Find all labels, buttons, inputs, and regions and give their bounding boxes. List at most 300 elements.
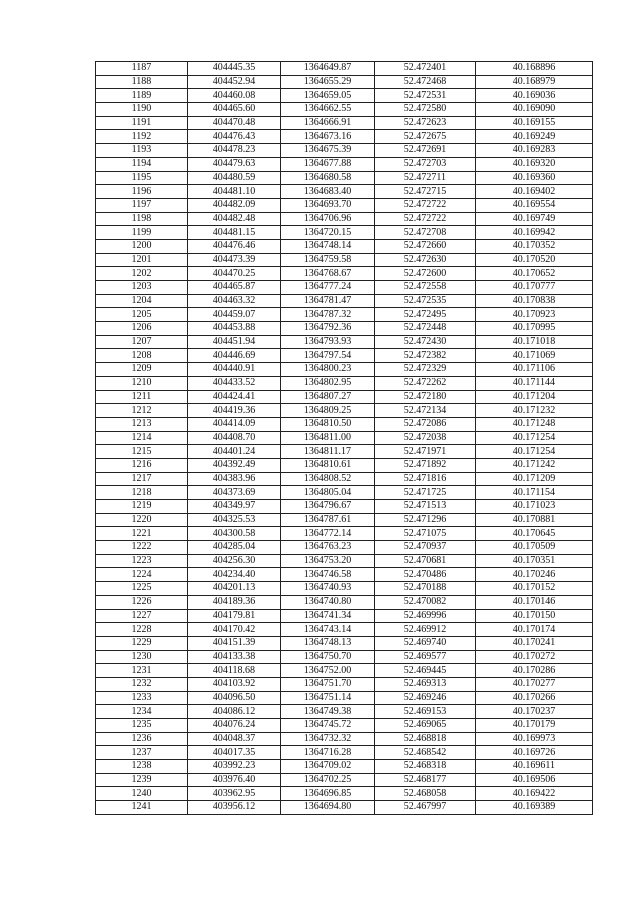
point-number-cell: 1205 [96, 308, 188, 322]
table-row [96, 294, 593, 308]
latitude-cell: 52.470681 [375, 554, 476, 568]
table-row [96, 281, 593, 295]
table-row [96, 376, 593, 390]
point-number-cell: 1220 [96, 513, 188, 527]
table-row [96, 500, 593, 514]
latitude-cell: 52.472630 [375, 253, 476, 267]
table-row [96, 253, 593, 267]
point-number-cell: 1209 [96, 363, 188, 377]
y-coordinate-cell: 1364787.61 [281, 513, 375, 527]
longitude-cell: 40.170174 [476, 623, 593, 637]
y-coordinate-cell: 1364777.24 [281, 281, 375, 295]
table-row [96, 527, 593, 541]
table-row [96, 363, 593, 377]
y-coordinate-cell: 1364763.23 [281, 541, 375, 555]
latitude-cell: 52.472715 [375, 185, 476, 199]
longitude-cell: 40.170520 [476, 253, 593, 267]
point-number-cell: 1203 [96, 281, 188, 295]
latitude-cell: 52.470937 [375, 541, 476, 555]
x-coordinate-cell: 404482.48 [188, 212, 281, 226]
x-coordinate-cell: 404482.09 [188, 198, 281, 212]
point-number-cell: 1236 [96, 732, 188, 746]
table-row [96, 144, 593, 158]
point-number-cell: 1204 [96, 294, 188, 308]
x-coordinate-cell: 404189.36 [188, 595, 281, 609]
latitude-cell: 52.472180 [375, 390, 476, 404]
x-coordinate-cell: 404463.32 [188, 294, 281, 308]
table-row [96, 554, 593, 568]
point-number-cell: 1215 [96, 445, 188, 459]
x-coordinate-cell: 404470.48 [188, 116, 281, 130]
y-coordinate-cell: 1364706.96 [281, 212, 375, 226]
y-coordinate-cell: 1364696.85 [281, 787, 375, 801]
x-coordinate-cell: 404383.96 [188, 472, 281, 486]
y-coordinate-cell: 1364659.05 [281, 89, 375, 103]
point-number-cell: 1191 [96, 116, 188, 130]
y-coordinate-cell: 1364753.20 [281, 554, 375, 568]
y-coordinate-cell: 1364807.27 [281, 390, 375, 404]
x-coordinate-cell: 404151.39 [188, 636, 281, 650]
latitude-cell: 52.472430 [375, 335, 476, 349]
longitude-cell: 40.169402 [476, 185, 593, 199]
table-row [96, 623, 593, 637]
latitude-cell: 52.472623 [375, 116, 476, 130]
y-coordinate-cell: 1364745.72 [281, 719, 375, 733]
point-number-cell: 1192 [96, 130, 188, 144]
point-number-cell: 1222 [96, 541, 188, 555]
table-row [96, 171, 593, 185]
point-number-cell: 1228 [96, 623, 188, 637]
x-coordinate-cell: 404419.36 [188, 404, 281, 418]
longitude-cell: 40.170277 [476, 677, 593, 691]
x-coordinate-cell: 404479.63 [188, 157, 281, 171]
y-coordinate-cell: 1364716.28 [281, 746, 375, 760]
x-coordinate-cell: 404465.87 [188, 281, 281, 295]
table-row [96, 595, 593, 609]
longitude-cell: 40.171248 [476, 417, 593, 431]
point-number-cell: 1213 [96, 417, 188, 431]
longitude-cell: 40.170995 [476, 322, 593, 336]
y-coordinate-cell: 1364662.55 [281, 103, 375, 117]
x-coordinate-cell: 404445.35 [188, 62, 281, 76]
point-number-cell: 1189 [96, 89, 188, 103]
latitude-cell: 52.468818 [375, 732, 476, 746]
latitude-cell: 52.470082 [375, 595, 476, 609]
table-row [96, 349, 593, 363]
x-coordinate-cell: 404408.70 [188, 431, 281, 445]
point-number-cell: 1223 [96, 554, 188, 568]
latitude-cell: 52.472711 [375, 171, 476, 185]
latitude-cell: 52.472722 [375, 212, 476, 226]
point-number-cell: 1217 [96, 472, 188, 486]
longitude-cell: 40.170838 [476, 294, 593, 308]
table-row [96, 773, 593, 787]
x-coordinate-cell: 404256.30 [188, 554, 281, 568]
point-number-cell: 1202 [96, 267, 188, 281]
longitude-cell: 40.169036 [476, 89, 593, 103]
x-coordinate-cell: 404373.69 [188, 486, 281, 500]
x-coordinate-cell: 404401.24 [188, 445, 281, 459]
point-number-cell: 1221 [96, 527, 188, 541]
point-number-cell: 1214 [96, 431, 188, 445]
y-coordinate-cell: 1364751.14 [281, 691, 375, 705]
y-coordinate-cell: 1364741.34 [281, 609, 375, 623]
point-number-cell: 1206 [96, 322, 188, 336]
point-number-cell: 1225 [96, 582, 188, 596]
x-coordinate-cell: 404465.60 [188, 103, 281, 117]
longitude-cell: 40.170150 [476, 609, 593, 623]
longitude-cell: 40.171209 [476, 472, 593, 486]
longitude-cell: 40.169973 [476, 732, 593, 746]
latitude-cell: 52.469153 [375, 705, 476, 719]
x-coordinate-cell: 404473.39 [188, 253, 281, 267]
x-coordinate-cell: 404470.25 [188, 267, 281, 281]
latitude-cell: 52.472448 [375, 322, 476, 336]
coordinates-table-body [96, 62, 593, 815]
longitude-cell: 40.170652 [476, 267, 593, 281]
x-coordinate-cell: 404446.69 [188, 349, 281, 363]
y-coordinate-cell: 1364809.25 [281, 404, 375, 418]
y-coordinate-cell: 1364752.00 [281, 664, 375, 678]
point-number-cell: 1212 [96, 404, 188, 418]
latitude-cell: 52.471725 [375, 486, 476, 500]
point-number-cell: 1226 [96, 595, 188, 609]
table-row [96, 787, 593, 801]
longitude-cell: 40.170777 [476, 281, 593, 295]
latitude-cell: 52.472262 [375, 376, 476, 390]
point-number-cell: 1231 [96, 664, 188, 678]
y-coordinate-cell: 1364802.95 [281, 376, 375, 390]
table-row [96, 130, 593, 144]
table-row [96, 308, 593, 322]
table-row [96, 157, 593, 171]
y-coordinate-cell: 1364743.14 [281, 623, 375, 637]
y-coordinate-cell: 1364811.17 [281, 445, 375, 459]
table-row [96, 636, 593, 650]
x-coordinate-cell: 404048.37 [188, 732, 281, 746]
table-row [96, 746, 593, 760]
longitude-cell: 40.171154 [476, 486, 593, 500]
longitude-cell: 40.170246 [476, 568, 593, 582]
table-row [96, 239, 593, 253]
x-coordinate-cell: 404076.24 [188, 719, 281, 733]
table-row [96, 185, 593, 199]
latitude-cell: 52.469313 [375, 677, 476, 691]
longitude-cell: 40.170152 [476, 582, 593, 596]
longitude-cell: 40.170266 [476, 691, 593, 705]
table-row [96, 89, 593, 103]
point-number-cell: 1239 [96, 773, 188, 787]
y-coordinate-cell: 1364810.50 [281, 417, 375, 431]
y-coordinate-cell: 1364811.00 [281, 431, 375, 445]
longitude-cell: 40.170352 [476, 239, 593, 253]
y-coordinate-cell: 1364768.67 [281, 267, 375, 281]
point-number-cell: 1233 [96, 691, 188, 705]
longitude-cell: 40.171069 [476, 349, 593, 363]
x-coordinate-cell: 404460.08 [188, 89, 281, 103]
longitude-cell: 40.171144 [476, 376, 593, 390]
y-coordinate-cell: 1364750.70 [281, 650, 375, 664]
y-coordinate-cell: 1364793.93 [281, 335, 375, 349]
table-row [96, 582, 593, 596]
latitude-cell: 52.471971 [375, 445, 476, 459]
x-coordinate-cell: 404476.46 [188, 239, 281, 253]
table-row [96, 404, 593, 418]
point-number-cell: 1229 [96, 636, 188, 650]
y-coordinate-cell: 1364746.58 [281, 568, 375, 582]
point-number-cell: 1195 [96, 171, 188, 185]
x-coordinate-cell: 404392.49 [188, 458, 281, 472]
latitude-cell: 52.472600 [375, 267, 476, 281]
longitude-cell: 40.169506 [476, 773, 593, 787]
latitude-cell: 52.469996 [375, 609, 476, 623]
point-number-cell: 1224 [96, 568, 188, 582]
longitude-cell: 40.171106 [476, 363, 593, 377]
longitude-cell: 40.168979 [476, 75, 593, 89]
latitude-cell: 52.468058 [375, 787, 476, 801]
x-coordinate-cell: 404285.04 [188, 541, 281, 555]
latitude-cell: 52.471892 [375, 458, 476, 472]
latitude-cell: 52.472382 [375, 349, 476, 363]
latitude-cell: 52.469577 [375, 650, 476, 664]
x-coordinate-cell: 404234.40 [188, 568, 281, 582]
table-row [96, 198, 593, 212]
x-coordinate-cell: 404096.50 [188, 691, 281, 705]
y-coordinate-cell: 1364683.40 [281, 185, 375, 199]
point-number-cell: 1232 [96, 677, 188, 691]
latitude-cell: 52.471296 [375, 513, 476, 527]
y-coordinate-cell: 1364702.25 [281, 773, 375, 787]
longitude-cell: 40.169422 [476, 787, 593, 801]
latitude-cell: 52.469912 [375, 623, 476, 637]
point-number-cell: 1208 [96, 349, 188, 363]
y-coordinate-cell: 1364720.15 [281, 226, 375, 240]
latitude-cell: 52.472401 [375, 62, 476, 76]
latitude-cell: 52.472722 [375, 198, 476, 212]
table-row [96, 226, 593, 240]
x-coordinate-cell: 404170.42 [188, 623, 281, 637]
x-coordinate-cell: 404480.59 [188, 171, 281, 185]
x-coordinate-cell: 404300.58 [188, 527, 281, 541]
latitude-cell: 52.471513 [375, 500, 476, 514]
table-row [96, 322, 593, 336]
point-number-cell: 1230 [96, 650, 188, 664]
table-row [96, 609, 593, 623]
y-coordinate-cell: 1364709.02 [281, 760, 375, 774]
y-coordinate-cell: 1364740.80 [281, 595, 375, 609]
y-coordinate-cell: 1364677.88 [281, 157, 375, 171]
longitude-cell: 40.170286 [476, 664, 593, 678]
table-row [96, 417, 593, 431]
x-coordinate-cell: 404481.10 [188, 185, 281, 199]
table-row [96, 212, 593, 226]
latitude-cell: 52.469445 [375, 664, 476, 678]
longitude-cell: 40.170645 [476, 527, 593, 541]
longitude-cell: 40.170509 [476, 541, 593, 555]
x-coordinate-cell: 404452.94 [188, 75, 281, 89]
y-coordinate-cell: 1364787.32 [281, 308, 375, 322]
longitude-cell: 40.171232 [476, 404, 593, 418]
y-coordinate-cell: 1364693.70 [281, 198, 375, 212]
latitude-cell: 52.470486 [375, 568, 476, 582]
latitude-cell: 52.472675 [375, 130, 476, 144]
x-coordinate-cell: 404325.53 [188, 513, 281, 527]
table-row [96, 458, 593, 472]
longitude-cell: 40.169320 [476, 157, 593, 171]
table-row [96, 541, 593, 555]
y-coordinate-cell: 1364740.93 [281, 582, 375, 596]
latitude-cell: 52.469740 [375, 636, 476, 650]
point-number-cell: 1240 [96, 787, 188, 801]
point-number-cell: 1234 [96, 705, 188, 719]
x-coordinate-cell: 404349.97 [188, 500, 281, 514]
longitude-cell: 40.171018 [476, 335, 593, 349]
point-number-cell: 1235 [96, 719, 188, 733]
table-row [96, 732, 593, 746]
latitude-cell: 52.472535 [375, 294, 476, 308]
x-coordinate-cell: 404424.41 [188, 390, 281, 404]
point-number-cell: 1198 [96, 212, 188, 226]
x-coordinate-cell: 403956.12 [188, 801, 281, 815]
latitude-cell: 52.470188 [375, 582, 476, 596]
table-row [96, 75, 593, 89]
longitude-cell: 40.170923 [476, 308, 593, 322]
longitude-cell: 40.169611 [476, 760, 593, 774]
x-coordinate-cell: 404133.38 [188, 650, 281, 664]
x-coordinate-cell: 403976.40 [188, 773, 281, 787]
point-number-cell: 1218 [96, 486, 188, 500]
y-coordinate-cell: 1364694.80 [281, 801, 375, 815]
x-coordinate-cell: 404017.35 [188, 746, 281, 760]
table-row [96, 431, 593, 445]
point-number-cell: 1200 [96, 239, 188, 253]
longitude-cell: 40.169942 [476, 226, 593, 240]
latitude-cell: 52.472038 [375, 431, 476, 445]
y-coordinate-cell: 1364772.14 [281, 527, 375, 541]
latitude-cell: 52.472086 [375, 417, 476, 431]
point-number-cell: 1216 [96, 458, 188, 472]
longitude-cell: 40.168896 [476, 62, 593, 76]
point-number-cell: 1211 [96, 390, 188, 404]
longitude-cell: 40.170351 [476, 554, 593, 568]
y-coordinate-cell: 1364808.52 [281, 472, 375, 486]
y-coordinate-cell: 1364732.32 [281, 732, 375, 746]
longitude-cell: 40.169090 [476, 103, 593, 117]
point-number-cell: 1194 [96, 157, 188, 171]
y-coordinate-cell: 1364666.91 [281, 116, 375, 130]
table-row [96, 116, 593, 130]
point-number-cell: 1241 [96, 801, 188, 815]
y-coordinate-cell: 1364675.39 [281, 144, 375, 158]
x-coordinate-cell: 404481.15 [188, 226, 281, 240]
point-number-cell: 1188 [96, 75, 188, 89]
y-coordinate-cell: 1364800.23 [281, 363, 375, 377]
x-coordinate-cell: 404103.92 [188, 677, 281, 691]
point-number-cell: 1197 [96, 198, 188, 212]
y-coordinate-cell: 1364649.87 [281, 62, 375, 76]
latitude-cell: 52.467997 [375, 801, 476, 815]
longitude-cell: 40.169283 [476, 144, 593, 158]
x-coordinate-cell: 404440.91 [188, 363, 281, 377]
point-number-cell: 1210 [96, 376, 188, 390]
latitude-cell: 52.468177 [375, 773, 476, 787]
x-coordinate-cell: 404451.94 [188, 335, 281, 349]
table-row [96, 691, 593, 705]
longitude-cell: 40.171023 [476, 500, 593, 514]
table-row [96, 472, 593, 486]
x-coordinate-cell: 404478.23 [188, 144, 281, 158]
y-coordinate-cell: 1364805.04 [281, 486, 375, 500]
point-number-cell: 1207 [96, 335, 188, 349]
longitude-cell: 40.169389 [476, 801, 593, 815]
latitude-cell: 52.472329 [375, 363, 476, 377]
table-row [96, 650, 593, 664]
table-row [96, 513, 593, 527]
x-coordinate-cell: 403962.95 [188, 787, 281, 801]
y-coordinate-cell: 1364748.14 [281, 239, 375, 253]
y-coordinate-cell: 1364680.58 [281, 171, 375, 185]
x-coordinate-cell: 404414.09 [188, 417, 281, 431]
longitude-cell: 40.169155 [476, 116, 593, 130]
table-row [96, 445, 593, 459]
point-number-cell: 1201 [96, 253, 188, 267]
x-coordinate-cell: 404201.13 [188, 582, 281, 596]
x-coordinate-cell: 404459.07 [188, 308, 281, 322]
longitude-cell: 40.171204 [476, 390, 593, 404]
table-row [96, 335, 593, 349]
longitude-cell: 40.170881 [476, 513, 593, 527]
table-row [96, 390, 593, 404]
x-coordinate-cell: 404086.12 [188, 705, 281, 719]
latitude-cell: 52.472468 [375, 75, 476, 89]
point-number-cell: 1187 [96, 62, 188, 76]
latitude-cell: 52.472660 [375, 239, 476, 253]
table-row [96, 62, 593, 76]
point-number-cell: 1227 [96, 609, 188, 623]
latitude-cell: 52.472495 [375, 308, 476, 322]
table-row [96, 801, 593, 815]
longitude-cell: 40.171254 [476, 431, 593, 445]
y-coordinate-cell: 1364792.36 [281, 322, 375, 336]
y-coordinate-cell: 1364796.67 [281, 500, 375, 514]
point-number-cell: 1219 [96, 500, 188, 514]
table-row [96, 103, 593, 117]
table-row [96, 705, 593, 719]
longitude-cell: 40.169726 [476, 746, 593, 760]
latitude-cell: 52.471816 [375, 472, 476, 486]
latitude-cell: 52.472703 [375, 157, 476, 171]
latitude-cell: 52.468542 [375, 746, 476, 760]
y-coordinate-cell: 1364810.61 [281, 458, 375, 472]
latitude-cell: 52.468318 [375, 760, 476, 774]
table-row [96, 486, 593, 500]
longitude-cell: 40.169554 [476, 198, 593, 212]
x-coordinate-cell: 404118.68 [188, 664, 281, 678]
x-coordinate-cell: 404179.81 [188, 609, 281, 623]
latitude-cell: 52.472580 [375, 103, 476, 117]
x-coordinate-cell: 404453.88 [188, 322, 281, 336]
y-coordinate-cell: 1364655.29 [281, 75, 375, 89]
point-number-cell: 1238 [96, 760, 188, 774]
y-coordinate-cell: 1364673.16 [281, 130, 375, 144]
point-number-cell: 1193 [96, 144, 188, 158]
longitude-cell: 40.171242 [476, 458, 593, 472]
point-number-cell: 1199 [96, 226, 188, 240]
longitude-cell: 40.169360 [476, 171, 593, 185]
table-row [96, 267, 593, 281]
x-coordinate-cell: 404476.43 [188, 130, 281, 144]
y-coordinate-cell: 1364751.70 [281, 677, 375, 691]
